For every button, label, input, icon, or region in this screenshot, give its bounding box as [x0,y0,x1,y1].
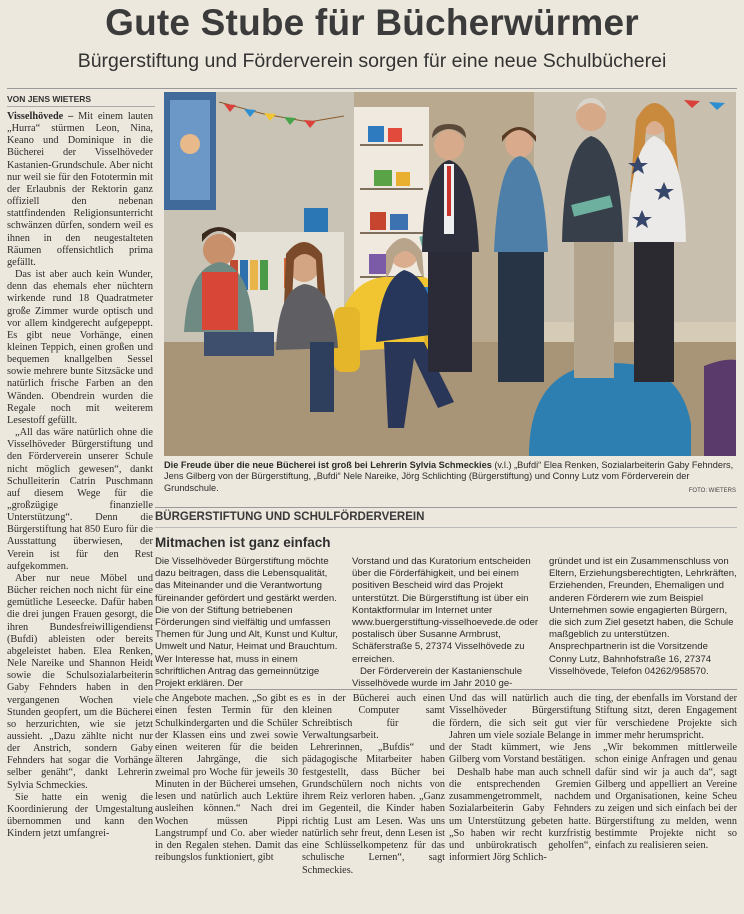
paragraph: es in der Bücherei auch einen kleinen Computer samt Schreibtisch für die Verwaltungsarbeit. [302,693,445,741]
article-photo [164,92,736,456]
photo-credit: FOTO: WIETERS [688,487,736,494]
byline-rule [7,106,155,107]
bottom-column-4 [595,693,737,911]
paragraph: „All das wäre natürlich ohne die Visselhöveder Bürgerstiftung und den Förderverein unserer Schule nicht möglich gewesen“, dankt Schulleiterin Catrin Puschmann auf diesem Wege für die „großzügige finanzielle Unterstützung“. Denn die Bürgerstiftung hat 850 Euro für die Ausstattung überwiesen, der Verein ist für den Rest aufgekommen. [7,427,153,572]
paragraph: Sie hatte ein wenig die Koordinierung der Umgestaltung übernommen und kann den Kindern jetzt umfangrei- [7,791,153,840]
article-headline: Gute Stube für Bücherwürmer [105,2,639,43]
paragraph: Der Förderverein der Kastanienschule Visselhövede wurde im Jahr 2010 ge- [352,665,523,690]
header-rule [7,88,737,89]
photo-caption: Die Freude über die neue Bücherei ist groß bei Lehrerin Sylvia Schmeckies (v.l.) „Bufdi“ Elea Renken, Sozialarbeiterin Gaby Fehnders, Jens Gilberg von der Bürgerstiftung, „Bufdi“ Nele Nareike, Jörg Schlichting (Bürgerstiftung) und Conny Lutz vom Förderverein der Grundschule. FOTO: WIETERS [164,460,736,497]
paragraph: Deshalb habe man auch schnell die entsprechenden Gremien zusammengetrommelt, nachdem Sozialarbeiterin Gaby Fehnders um Unterstützung gebeten hatte. „So haben wir recht kurzfristig und unbürokratisch geholfen“, informiert Jörg Schlich- [449,766,591,864]
paragraph: Aber nur neue Möbel und Bücher reichen noch nicht für eine gemütliche Leseecke. Dafür haben die drei jungen Frauen gesorgt, die ihren Bundesfreiwilligendienst (Bufdi) ableisten oder bereits abgeleistet haben. Elea Renken, Nele Nareike und Shannon Heidt sowie die Schulsozialarbeiterin Gaby Fehnders haben in den vergangenen Wochen viele Stunden geopfert, um die Bücherei so herzurichten, wie sie jetzt aussieht. „Dazu zählte nicht nur der Anstrich, sondern Gaby Fehnders hat sogar die Vorhänge selber genäht“, dankt Lehrerin Sylvia Schmeckies. [7,572,153,791]
paragraph: Vorstand und das Kuratorium entscheiden über die Förderfähigkeit, und bei einem positiven Bescheid wird das Projekt unterstützt. Die Bürgerstiftung ist über ein Kontaktformular im Internet unter www.buergerstiftung-visselhoevede.de oder postalisch über Susanne Armbrust, Schäferstraße 5, 27374 Visselhövede zu erreichen. [352,556,539,665]
infobox-column-2 [352,556,542,690]
paragraph: Lehrerinnen, „Bufdis“ und pädagogische Mitarbeiter haben festgestellt, dass Bücher bei Grundschülern noch nichts von ihrem Reiz verloren haben. „Ganz im Gegenteil, die Kinder haben richtig Lust am Lesen. Was uns natürlich sehr freut, denn Lesen ist eine Schlüsselkompetenz für das schulische Lernen“, sagt Schmeckies. [302,742,445,876]
paragraph: Und das will natürlich auch die Visselhöveder Bürgerstiftung fördern, die sich seit gut vier Jahren um viele soziale Belange in der Stadt kümmert, wie Jens Gilberg vom Vorstand bestätigen. [449,693,591,766]
lead-paragraph: Visselhövede – Mit einem lauten „Hurra“ stürmen Leon, Nina, Keano und Dominique in die Bücherei der Visselhöveder Kastanien-Grundschule. Aber nicht nur weil sie für den Fototermin mit der Erlaubnis der Rektorin ganz offiziell den nebenan stattfindenden Religionsunterricht schwänzen dürfen, sondern weil es ihnen in den neugestalteten Räumen offensichtlich prima gefällt. [7,111,153,268]
infobox-kicker-rule [155,527,737,528]
infobox-kicker: BÜRGERSTIFTUNG UND SCHULFÖRDERVEREIN [155,511,425,523]
paragraph: ting, der ebenfalls im Vorstand der Stiftung sitzt, deren Engagement für verschiedene Projekte sich immer mehr herumspricht. [595,693,737,741]
left-column [7,111,153,840]
bottom-column-3 [449,693,591,911]
paragraph: Das ist aber auch kein Wunder, denn das ehemals eher nüchtern wirkende rund 18 Quadratmeter große Zimmer wurde optisch und vor allem kindgerecht aufgepeppt. Es gibt neue Vorhänge, einen kleinen Teppich, einen großen und bequemen knallgelben Sessel sowie mehrere bunte Sitzsäcke und natürlich frische Farben an den Wänden. Obendrein wurden die Regale noch mit weiterem Lesestoff gefüllt. [7,269,153,426]
infobox-bottom-rule [155,689,737,690]
byline: VON JENS WIETERS [7,94,92,104]
bottom-column-2 [302,693,445,911]
paragraph: „Wir bekommen mittlerweile schon einige Anfragen und genau dafür sind wir ja auch da“, sagt Gilberg und appelliert an Vereine und Organisationen, keine Scheu zu zeigen und sich einfach bei der Bürgerstiftung zu melden, wenn bestimmte Projekte nicht so einfach zu realisieren seien. [595,742,737,851]
bottom-column-1: che Angebote machen. „So gibt es einen festen Termin für den Schulkindergarten und die Schüler der Klassen eins und zwei sowie einen weiteren für die beiden älteren Jahrgänge, die sich zweimal pro Woche für jeweils 30 Minuten in der Bücherei umsehen, lesen und natürlich auch Lektüre ausleihen können.“ Nach drei Wochen müssen Pippi Langstrumpf und Co. aber wieder in den Regalen stehen. Damit das reibungslos funktioniert, gibt [155,693,298,864]
infobox-column-3: gründet und ist ein Zusammenschluss von Eltern, Erziehungsberechtigten, Lehrkräften, Erziehenden, Freunden, Ehemaligen und anderen Förderern wie zum Beispiel Unternehmen sowie engagierten Bürgern, die sich zum Ziel gesetzt haben, die Schule maßgeblich zu unterstützen. Ansprechpartnerin ist die Vorsitzende Conny Lutz, Bahnhofstraße 16, 27374 Visselhövede, Telefon 04262/958570. [549,556,737,677]
infobox-column-1: Die Visselhöveder Bürgerstiftung möchte dazu beitragen, dass die Lebensqualität, das Miteinander und die Verantwortung füreinander gefördert und gestärkt werden. Die von der Stiftung betriebenen Förderungen sind vielfältig und umfassen Themen für Jung und Alt, Kunst und Kultur, Umwelt und Natur, Heimat und Brauchtum. Wer Interesse hat, muss in einem schriftlichen Antrag das gemeinnützige Projekt erklären. Der [155,556,338,690]
infobox-title: Mitmachen ist ganz einfach [155,535,331,550]
article-subheadline: Bürgerstiftung und Förderverein sorgen für eine neue Schulbücherei [77,50,667,72]
infobox-top-rule [155,507,737,508]
